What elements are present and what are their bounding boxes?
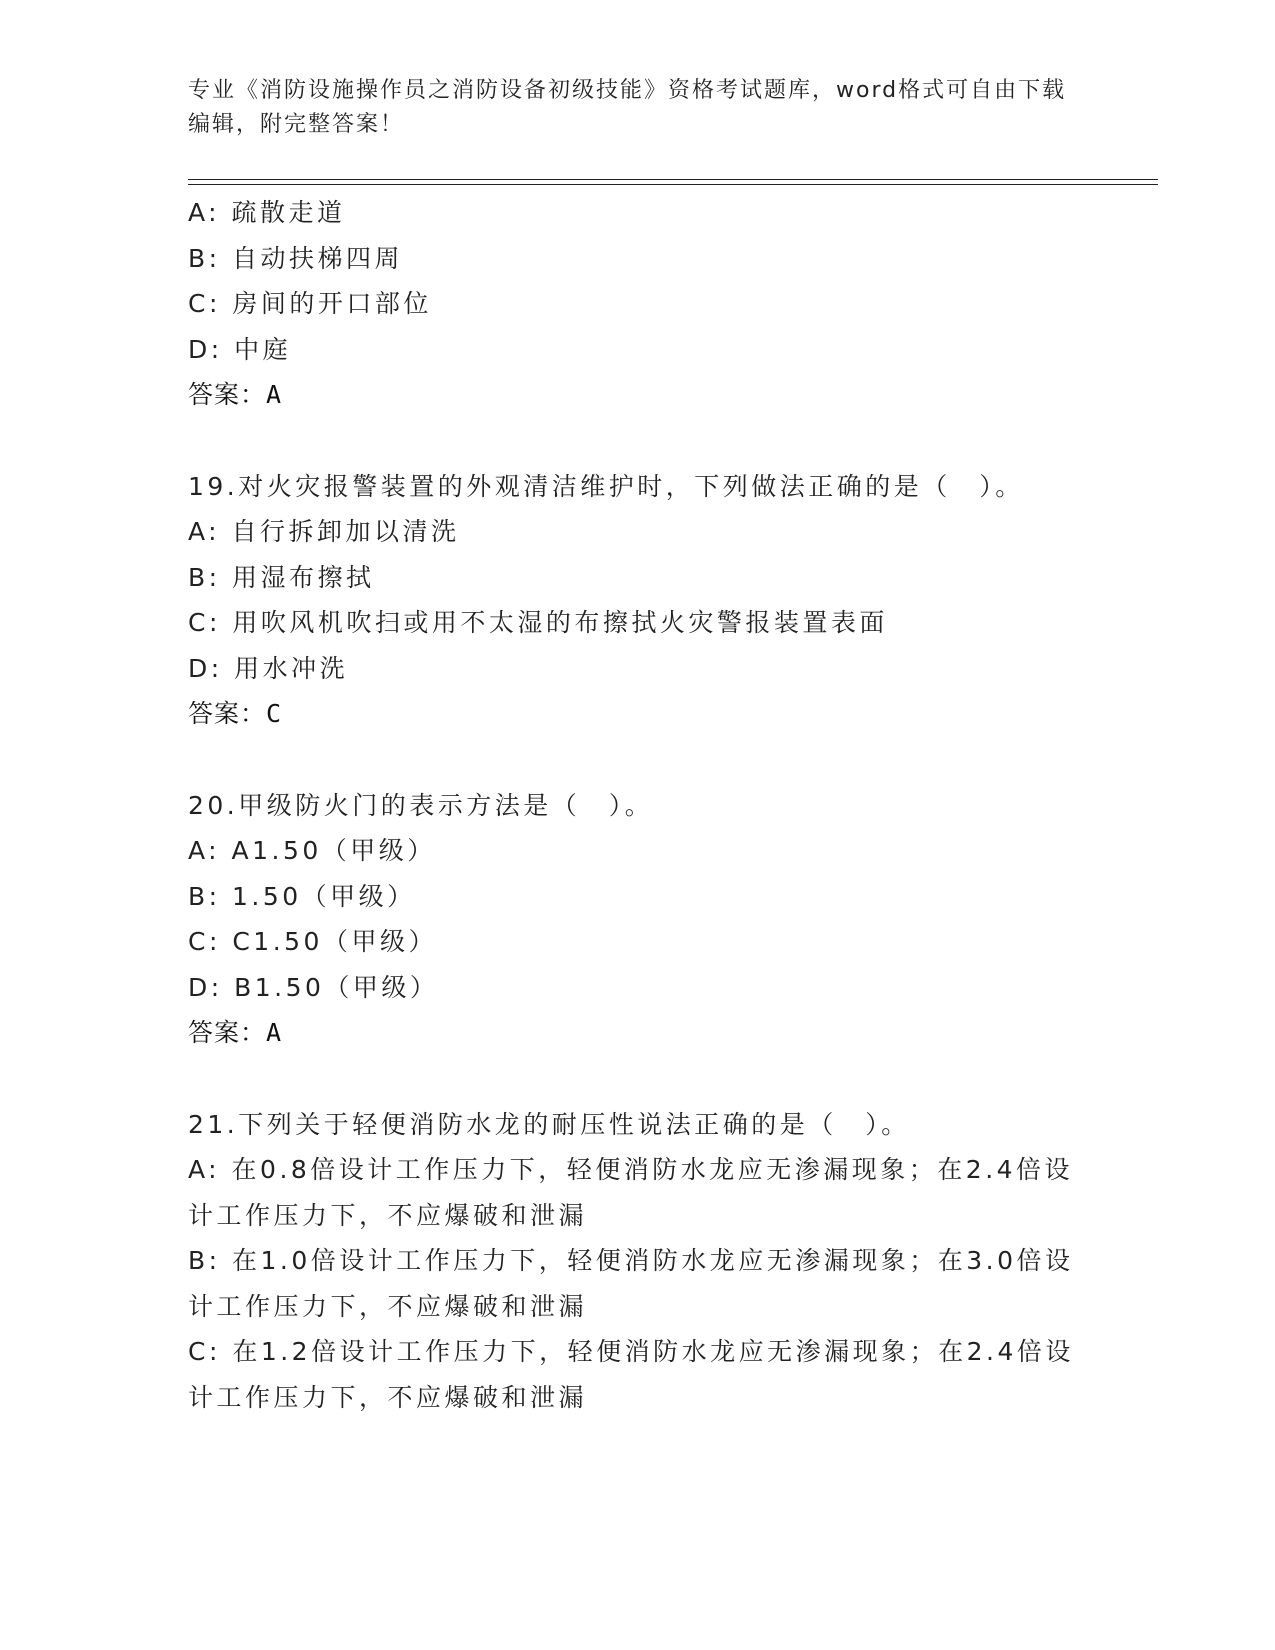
option-c: C: 在1.2倍设计工作压力下，轻便消防水龙应无渗漏现象；在2.4倍设计工作压力下，不应爆破和泄漏 <box>188 1337 1074 1412</box>
option-d: D: B1.50（甲级） <box>188 972 439 1002</box>
option-a: A: 在0.8倍设计工作压力下，轻便消防水龙应无渗漏现象；在2.4倍设计工作压力下，不应爆破和泄漏 <box>188 1155 1074 1230</box>
question-19 <box>188 464 1088 737</box>
document-header: 专业《消防设施操作员之消防设备初级技能》资格考试题库，word格式可自由下载编辑，附完整答案！ <box>188 78 1067 137</box>
option-c: C: C1.50（甲级） <box>188 927 437 956</box>
question-text: 19.对火灾报警装置的外观清洁维护时，下列做法正确的是（ ）。 <box>188 471 1024 501</box>
question-21 <box>188 1102 1088 1421</box>
question-20 <box>188 783 1088 1056</box>
option-b: B: 在1.0倍设计工作压力下，轻便消防水龙应无渗漏现象；在3.0倍设计工作压力下，不应爆破和泄漏 <box>188 1246 1074 1321</box>
option-d: D: 中庭 <box>188 334 292 364</box>
option-b: B: 用湿布擦拭 <box>188 562 375 592</box>
header-divider-top <box>188 179 1158 180</box>
question-text: 21.下列关于轻便消防水龙的耐压性说法正确的是（ ）。 <box>188 1109 910 1139</box>
answer: 答案：A <box>188 380 283 409</box>
header-divider-bottom <box>188 184 1158 185</box>
option-a: A: A1.50（甲级） <box>188 836 436 865</box>
option-c: C: 房间的开口部位 <box>188 289 432 318</box>
question-18 <box>188 190 1088 418</box>
option-a: A: 疏散走道 <box>188 198 346 227</box>
option-b: B: 1.50（甲级） <box>188 881 416 911</box>
question-list <box>188 190 1088 1420</box>
option-d: D: 用水冲洗 <box>188 653 349 683</box>
answer: 答案：C <box>188 699 283 728</box>
answer: 答案：A <box>188 1018 283 1047</box>
option-c: C: 用吹风机吹扫或用不太湿的布擦拭火灾警报装置表面 <box>188 608 888 637</box>
question-text: 20.甲级防火门的表示方法是（ ）。 <box>188 790 654 820</box>
option-a: A: 自行拆卸加以清洗 <box>188 517 460 546</box>
option-b: B: 自动扶梯四周 <box>188 243 404 273</box>
